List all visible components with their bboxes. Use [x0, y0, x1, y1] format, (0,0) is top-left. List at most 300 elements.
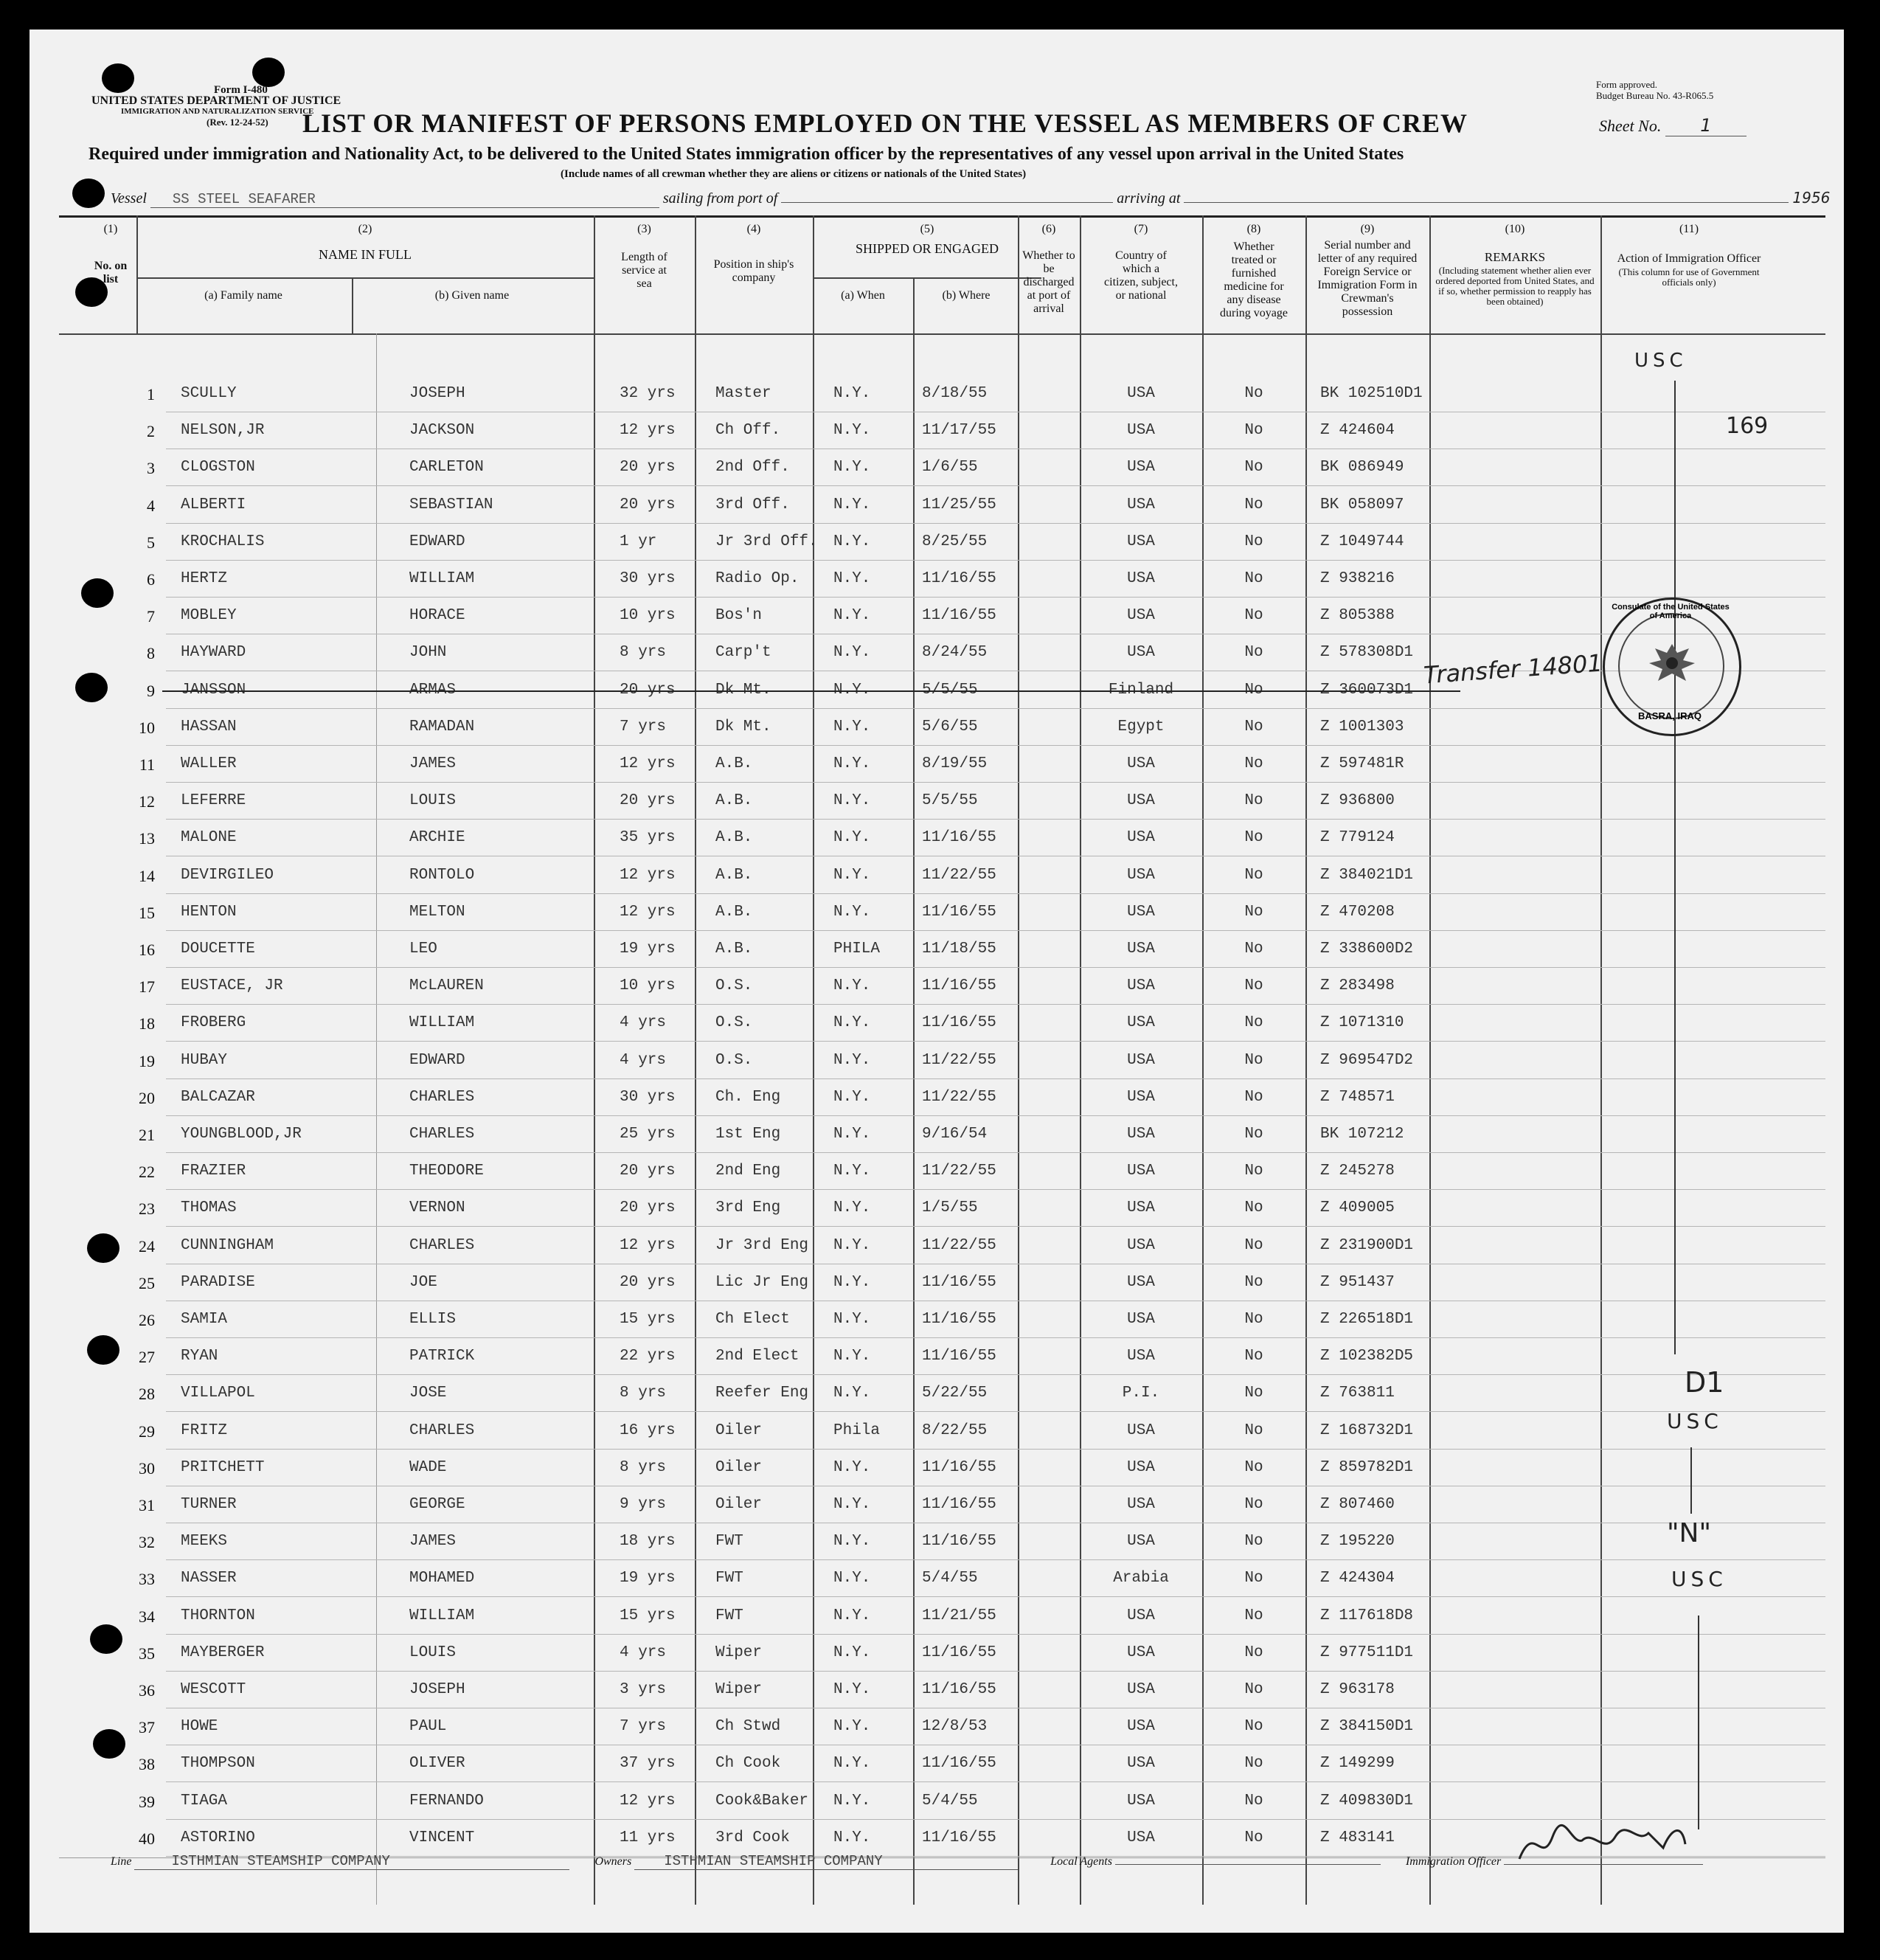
row-number: 33 — [139, 1570, 155, 1589]
given-name: JOSEPH — [409, 385, 465, 402]
family-name: SCULLY — [181, 385, 237, 402]
position: A.B. — [715, 829, 753, 847]
medicine: No — [1244, 829, 1263, 847]
shipped-when: N.Y. — [833, 385, 871, 402]
serial-number: Z 424604 — [1320, 422, 1395, 440]
shipped-when: N.Y. — [833, 977, 871, 995]
country: USA — [1127, 829, 1155, 847]
crew-row — [30, 1607, 1844, 1644]
punch-hole — [72, 179, 105, 208]
row-number: 34 — [139, 1607, 155, 1626]
length-of-service: 8 yrs — [620, 1458, 667, 1476]
length-of-service: 15 yrs — [620, 1311, 676, 1328]
length-of-service: 3 yrs — [620, 1681, 667, 1698]
row-number: 10 — [139, 718, 155, 737]
sailing-label: sailing from port of — [662, 190, 778, 207]
shipped-where: 11/16/55 — [922, 1533, 996, 1551]
sheet-label: Sheet No. — [1599, 117, 1662, 135]
n-annotation: "N" — [1667, 1518, 1712, 1548]
given-name: CHARLES — [409, 1421, 475, 1439]
family-name: FRAZIER — [181, 1163, 246, 1180]
line-value: ISTHMIAN STEAMSHIP COMPANY — [134, 1853, 569, 1870]
ditto-line — [1698, 1616, 1699, 1829]
given-name: JOSEPH — [409, 1681, 465, 1698]
position: FWT — [715, 1570, 743, 1587]
family-name: MAYBERGER — [181, 1644, 265, 1661]
row-number: 30 — [139, 1458, 155, 1478]
given-name: GEORGE — [409, 1496, 465, 1513]
position: Oiler — [715, 1421, 763, 1439]
crew-row — [30, 867, 1844, 904]
position: Dk Mt. — [715, 718, 771, 735]
row-number: 35 — [139, 1644, 155, 1663]
shipped-when: N.Y. — [833, 1792, 871, 1810]
budget-bureau: Budget Bureau No. 43-R065.5 — [1596, 90, 1714, 101]
row-rule — [166, 1449, 1825, 1450]
family-name: HERTZ — [181, 570, 228, 587]
country: USA — [1127, 1829, 1155, 1846]
given-name: LOUIS — [409, 1644, 457, 1661]
col-divider — [352, 277, 353, 333]
shipped-where: 11/22/55 — [922, 1236, 996, 1254]
given-name: ARCHIE — [409, 829, 465, 847]
given-name: LEO — [409, 941, 437, 958]
col4-number: (4) — [746, 223, 761, 235]
length-of-service: 10 yrs — [620, 607, 676, 625]
shipped-when: N.Y. — [833, 792, 871, 810]
family-name: FRITZ — [181, 1421, 228, 1439]
punch-hole — [102, 63, 134, 93]
medicine: No — [1244, 1126, 1263, 1143]
row-rule — [166, 560, 1825, 561]
serial-number: Z 102382D5 — [1320, 1348, 1414, 1365]
owners-label: Owners — [594, 1855, 632, 1868]
medicine: No — [1244, 385, 1263, 402]
shipped-when: N.Y. — [833, 1458, 871, 1476]
col1-header — [89, 223, 133, 286]
family-name: YOUNGBLOOD,JR — [181, 1126, 302, 1143]
medicine: No — [1244, 1607, 1263, 1624]
shipped-when: Phila — [833, 1421, 881, 1439]
col2-header — [136, 223, 594, 261]
crew-row — [30, 941, 1844, 977]
shipped-where: 11/18/55 — [922, 941, 996, 958]
crew-row — [30, 977, 1844, 1014]
position: A.B. — [715, 941, 753, 958]
country: USA — [1127, 1681, 1155, 1698]
serial-number: Z 1049744 — [1320, 533, 1404, 550]
shipped-where: 11/22/55 — [922, 866, 996, 884]
crew-row — [30, 422, 1844, 459]
row-number: 9 — [147, 681, 155, 700]
crew-row — [30, 533, 1844, 570]
medicine: No — [1244, 718, 1263, 735]
crew-row — [30, 1644, 1844, 1681]
row-rule — [166, 1041, 1825, 1042]
length-of-service: 16 yrs — [620, 1421, 676, 1439]
row-rule — [166, 1671, 1825, 1672]
length-of-service: 30 yrs — [620, 1088, 676, 1106]
length-of-service: 25 yrs — [620, 1126, 676, 1143]
shipped-where: 5/6/55 — [922, 718, 978, 735]
position: O.S. — [715, 1014, 753, 1032]
col2b-header: (b) Given name — [434, 289, 510, 302]
shipped-when: N.Y. — [833, 1533, 871, 1551]
row-number: 11 — [139, 755, 155, 774]
row-rule — [166, 930, 1825, 931]
crew-row — [30, 570, 1844, 607]
country: USA — [1127, 941, 1155, 958]
row-rule — [166, 1374, 1825, 1375]
stamp-top-text: Consulate of the United States of America — [1612, 603, 1730, 620]
family-name: LEFERRE — [181, 792, 246, 810]
family-name: EUSTACE, JR — [181, 977, 283, 995]
given-name: JAMES — [409, 1533, 457, 1551]
remark-annotation: Transfer 14801 — [1422, 648, 1603, 690]
length-of-service: 1 yr — [620, 533, 657, 550]
country: USA — [1127, 1792, 1155, 1810]
stamp-bottom-text: BASRA, IRAQ — [1638, 710, 1702, 721]
country: USA — [1127, 1273, 1155, 1291]
row-rule — [166, 485, 1825, 486]
length-of-service: 4 yrs — [620, 1644, 667, 1661]
shipped-when: N.Y. — [833, 1681, 871, 1698]
medicine: No — [1244, 1644, 1263, 1661]
length-of-service: 12 yrs — [620, 755, 676, 772]
position: Jr 3rd Off. — [715, 533, 818, 550]
family-name: HENTON — [181, 903, 237, 921]
length-of-service: 8 yrs — [620, 644, 667, 662]
shipped-where: 9/16/54 — [922, 1126, 988, 1143]
country: USA — [1127, 1607, 1155, 1624]
given-name: RONTOLO — [409, 866, 475, 884]
given-name: RAMADAN — [409, 718, 475, 735]
country: P.I. — [1122, 1385, 1160, 1402]
serial-number: BK 102510D1 — [1320, 385, 1423, 402]
shipped-when: N.Y. — [833, 1755, 871, 1773]
serial-number: Z 938216 — [1320, 570, 1395, 587]
family-name: THOMPSON — [181, 1755, 255, 1773]
shipped-when: N.Y. — [833, 1199, 871, 1217]
vessel-label: Vessel — [111, 190, 147, 207]
crew-row — [30, 1014, 1844, 1051]
name-subheader-rule — [136, 277, 594, 279]
row-number: 15 — [139, 903, 155, 922]
sheet-number — [1599, 115, 1747, 136]
crew-row — [30, 682, 1844, 718]
shipped-when: N.Y. — [833, 1051, 871, 1069]
family-name: ASTORINO — [181, 1829, 255, 1846]
position: A.B. — [715, 866, 753, 884]
serial-number: Z 149299 — [1320, 1755, 1395, 1773]
row-number: 1 — [147, 385, 155, 404]
position: Jr 3rd Eng — [715, 1236, 809, 1254]
eagle-icon — [1645, 638, 1699, 690]
row-rule — [166, 967, 1825, 968]
col5a-header: (a) When — [841, 289, 885, 302]
given-name: EDWARD — [409, 533, 465, 550]
shipped-where: 8/24/55 — [922, 644, 988, 662]
shipped-where: 8/25/55 — [922, 533, 988, 550]
country: USA — [1127, 755, 1155, 772]
crew-row — [30, 1385, 1844, 1421]
given-name: SEBASTIAN — [409, 496, 493, 513]
serial-number: Z 977511D1 — [1320, 1644, 1414, 1661]
col7-header — [1080, 223, 1202, 302]
crew-row — [30, 1459, 1844, 1496]
serial-number: Z 483141 — [1320, 1829, 1395, 1846]
position: Ch Stwd — [715, 1718, 781, 1736]
family-name: THORNTON — [181, 1607, 255, 1624]
shipped-where: 1/5/55 — [922, 1199, 978, 1217]
country: USA — [1127, 644, 1155, 662]
usc-annotation: USC — [1671, 1567, 1727, 1591]
given-name: CHARLES — [409, 1126, 475, 1143]
include-note: (Include names of all crewman whether they are aliens or citizens or nationals of the United States) — [561, 168, 1027, 180]
medicine: No — [1244, 1718, 1263, 1736]
serial-number: Z 807460 — [1320, 1496, 1395, 1513]
col4-header — [695, 223, 813, 285]
shipped-when: N.Y. — [833, 1126, 871, 1143]
position: Ch Cook — [715, 1755, 781, 1773]
given-name: PATRICK — [409, 1348, 475, 1365]
col8-number: (8) — [1246, 223, 1261, 235]
length-of-service: 20 yrs — [620, 1163, 676, 1180]
crew-row — [30, 385, 1844, 422]
row-number: 8 — [147, 644, 155, 663]
shipped-when: N.Y. — [833, 422, 871, 440]
given-name: THEODORE — [409, 1163, 484, 1180]
sheet-value: 1 — [1665, 115, 1747, 136]
given-name: McLAUREN — [409, 977, 484, 995]
medicine: No — [1244, 1421, 1263, 1439]
line-label: Line — [111, 1855, 132, 1868]
family-name: WESCOTT — [181, 1681, 246, 1698]
medicine: No — [1244, 1458, 1263, 1476]
crew-row — [30, 1755, 1844, 1792]
medicine: No — [1244, 1236, 1263, 1254]
sailing-port — [781, 202, 1113, 203]
length-of-service: 12 yrs — [620, 866, 676, 884]
family-name: NASSER — [181, 1570, 237, 1587]
shipped-when: N.Y. — [833, 644, 871, 662]
family-name: BALCAZAR — [181, 1088, 255, 1106]
serial-number: Z 1001303 — [1320, 718, 1404, 735]
country: USA — [1127, 1644, 1155, 1661]
serial-number: Z 1071310 — [1320, 1014, 1404, 1032]
crew-row — [30, 1422, 1844, 1459]
row-number: 27 — [139, 1348, 155, 1367]
country: USA — [1127, 1348, 1155, 1365]
length-of-service: 12 yrs — [620, 903, 676, 921]
given-name: PAUL — [409, 1718, 447, 1736]
country: USA — [1127, 570, 1155, 587]
position: Ch. Eng — [715, 1088, 781, 1106]
crew-row — [30, 1718, 1844, 1755]
serial-number: Z 597481R — [1320, 755, 1404, 772]
position: 2nd Off. — [715, 459, 790, 477]
family-name: NELSON,JR — [181, 422, 265, 440]
row-rule — [166, 1004, 1825, 1005]
length-of-service: 30 yrs — [620, 570, 676, 587]
serial-number: Z 748571 — [1320, 1088, 1395, 1106]
row-rule — [166, 1078, 1825, 1079]
year-value: 1956 — [1792, 189, 1831, 207]
form-approved: Form approved. — [1596, 79, 1658, 90]
given-name: HORACE — [409, 607, 465, 625]
position: O.S. — [715, 1051, 753, 1069]
shipped-when: N.Y. — [833, 1385, 871, 1402]
family-name: PARADISE — [181, 1273, 255, 1291]
length-of-service: 20 yrs — [620, 1199, 676, 1217]
family-name: DOUCETTE — [181, 941, 255, 958]
country: USA — [1127, 1496, 1155, 1513]
shipped-when: N.Y. — [833, 533, 871, 550]
shipped-where: 11/16/55 — [922, 607, 996, 625]
vessel-name: SS STEEL SEAFARER — [150, 191, 659, 208]
country: USA — [1127, 1533, 1155, 1551]
country: USA — [1127, 459, 1155, 477]
medicine: No — [1244, 1385, 1263, 1402]
family-name: CUNNINGHAM — [181, 1236, 274, 1254]
family-name: MEEKS — [181, 1533, 228, 1551]
col10-title: REMARKS — [1484, 250, 1546, 264]
col9-number: (9) — [1360, 223, 1375, 235]
row-number: 28 — [139, 1385, 155, 1404]
row-rule — [166, 819, 1825, 820]
arriving-label: arriving at — [1117, 190, 1181, 207]
position: 2nd Eng — [715, 1163, 781, 1180]
medicine: No — [1244, 422, 1263, 440]
shipped-when: N.Y. — [833, 1718, 871, 1736]
position: 3rd Cook — [715, 1829, 790, 1846]
serial-number: Z 245278 — [1320, 1163, 1395, 1180]
position: A.B. — [715, 903, 753, 921]
shipped-where: 11/21/55 — [922, 1607, 996, 1624]
given-name: JAMES — [409, 755, 457, 772]
ditto-line — [1690, 1447, 1692, 1514]
medicine: No — [1244, 607, 1263, 625]
row-number: 18 — [139, 1014, 155, 1033]
crew-row — [30, 1163, 1844, 1199]
row-number: 5 — [147, 533, 155, 552]
medicine: No — [1244, 459, 1263, 477]
row-number: 25 — [139, 1273, 155, 1292]
shipped-when: N.Y. — [833, 1014, 871, 1032]
given-name: FERNANDO — [409, 1792, 484, 1810]
position: Bos'n — [715, 607, 763, 625]
col3-number: (3) — [637, 223, 651, 235]
crew-row — [30, 1199, 1844, 1236]
position: Wiper — [715, 1644, 763, 1661]
row-rule — [166, 1152, 1825, 1153]
length-of-service: 20 yrs — [620, 792, 676, 810]
col6-number: (6) — [1041, 223, 1056, 235]
row9-strikethrough — [162, 690, 1460, 692]
position: FWT — [715, 1607, 743, 1624]
serial-number: Z 951437 — [1320, 1273, 1395, 1291]
country: Egypt — [1117, 718, 1165, 735]
serial-number: Z 384150D1 — [1320, 1718, 1414, 1736]
medicine: No — [1244, 1533, 1263, 1551]
col5-header — [813, 223, 1041, 255]
shipped-where: 11/16/55 — [922, 1755, 996, 1773]
family-name: HUBAY — [181, 1051, 228, 1069]
country: USA — [1127, 1421, 1155, 1439]
arrival-port — [1184, 202, 1789, 203]
length-of-service: 32 yrs — [620, 385, 676, 402]
medicine: No — [1244, 533, 1263, 550]
length-of-service: 9 yrs — [620, 1496, 667, 1513]
col11-title: Action of Immigration Officer — [1617, 252, 1761, 265]
row-number: 24 — [139, 1236, 155, 1256]
row-number: 39 — [139, 1792, 155, 1811]
col5b-header: (b) Where — [942, 289, 991, 302]
shipped-where: 11/16/55 — [922, 1644, 996, 1661]
position: 3rd Eng — [715, 1199, 781, 1217]
position: Wiper — [715, 1681, 763, 1698]
position: Lic Jr Eng — [715, 1273, 809, 1291]
row-number: 12 — [139, 792, 155, 811]
shipped-where: 8/19/55 — [922, 755, 988, 772]
vessel-line — [111, 189, 1831, 208]
country: USA — [1127, 422, 1155, 440]
crew-row — [30, 755, 1844, 792]
crew-row — [30, 718, 1844, 755]
row-number: 26 — [139, 1311, 155, 1329]
position: A.B. — [715, 755, 753, 772]
length-of-service: 4 yrs — [620, 1051, 667, 1069]
row-number: 29 — [139, 1421, 155, 1441]
serial-number: BK 107212 — [1320, 1126, 1404, 1143]
crew-row — [30, 1274, 1844, 1311]
col4-title: Position in ship's company — [713, 258, 794, 284]
family-name: HASSAN — [181, 718, 237, 735]
row-rule — [166, 1634, 1825, 1635]
crew-row — [30, 496, 1844, 533]
agents-label: Local Agents — [1050, 1855, 1112, 1868]
given-name: OLIVER — [409, 1755, 465, 1773]
shipped-when: N.Y. — [833, 1348, 871, 1365]
medicine: No — [1244, 941, 1263, 958]
shipped-when: N.Y. — [833, 755, 871, 772]
shipped-when: N.Y. — [833, 1496, 871, 1513]
crew-row — [30, 1126, 1844, 1163]
given-name: JACKSON — [409, 422, 475, 440]
shipped-where: 5/4/55 — [922, 1792, 978, 1810]
shipped-when: N.Y. — [833, 459, 871, 477]
shipped-when: N.Y. — [833, 829, 871, 847]
position: Ch Off. — [715, 422, 781, 440]
col10-note: (Including statement whether alien ever ordered deported from United States, and if so, whether permission to reapply has been obtained) — [1435, 265, 1595, 307]
serial-number: Z 226518D1 — [1320, 1311, 1414, 1328]
col11-header — [1600, 223, 1777, 288]
position: Cook&Baker — [715, 1792, 809, 1810]
row-number: 7 — [147, 607, 155, 626]
serial-number: BK 086949 — [1320, 459, 1404, 477]
crew-row — [30, 607, 1844, 644]
shipped-when: N.Y. — [833, 607, 871, 625]
row-number: 31 — [139, 1496, 155, 1514]
position: Reefer Eng — [715, 1385, 809, 1402]
shipped-where: 11/16/55 — [922, 1348, 996, 1365]
page-number-annotation: 169 — [1726, 413, 1769, 439]
service-name: IMMIGRATION AND NATURALIZATION SERVICE — [121, 107, 314, 116]
row-rule — [166, 745, 1825, 746]
shipped-where: 11/16/55 — [922, 1496, 996, 1513]
shipped-where: 11/16/55 — [922, 903, 996, 921]
position: FWT — [715, 1533, 743, 1551]
